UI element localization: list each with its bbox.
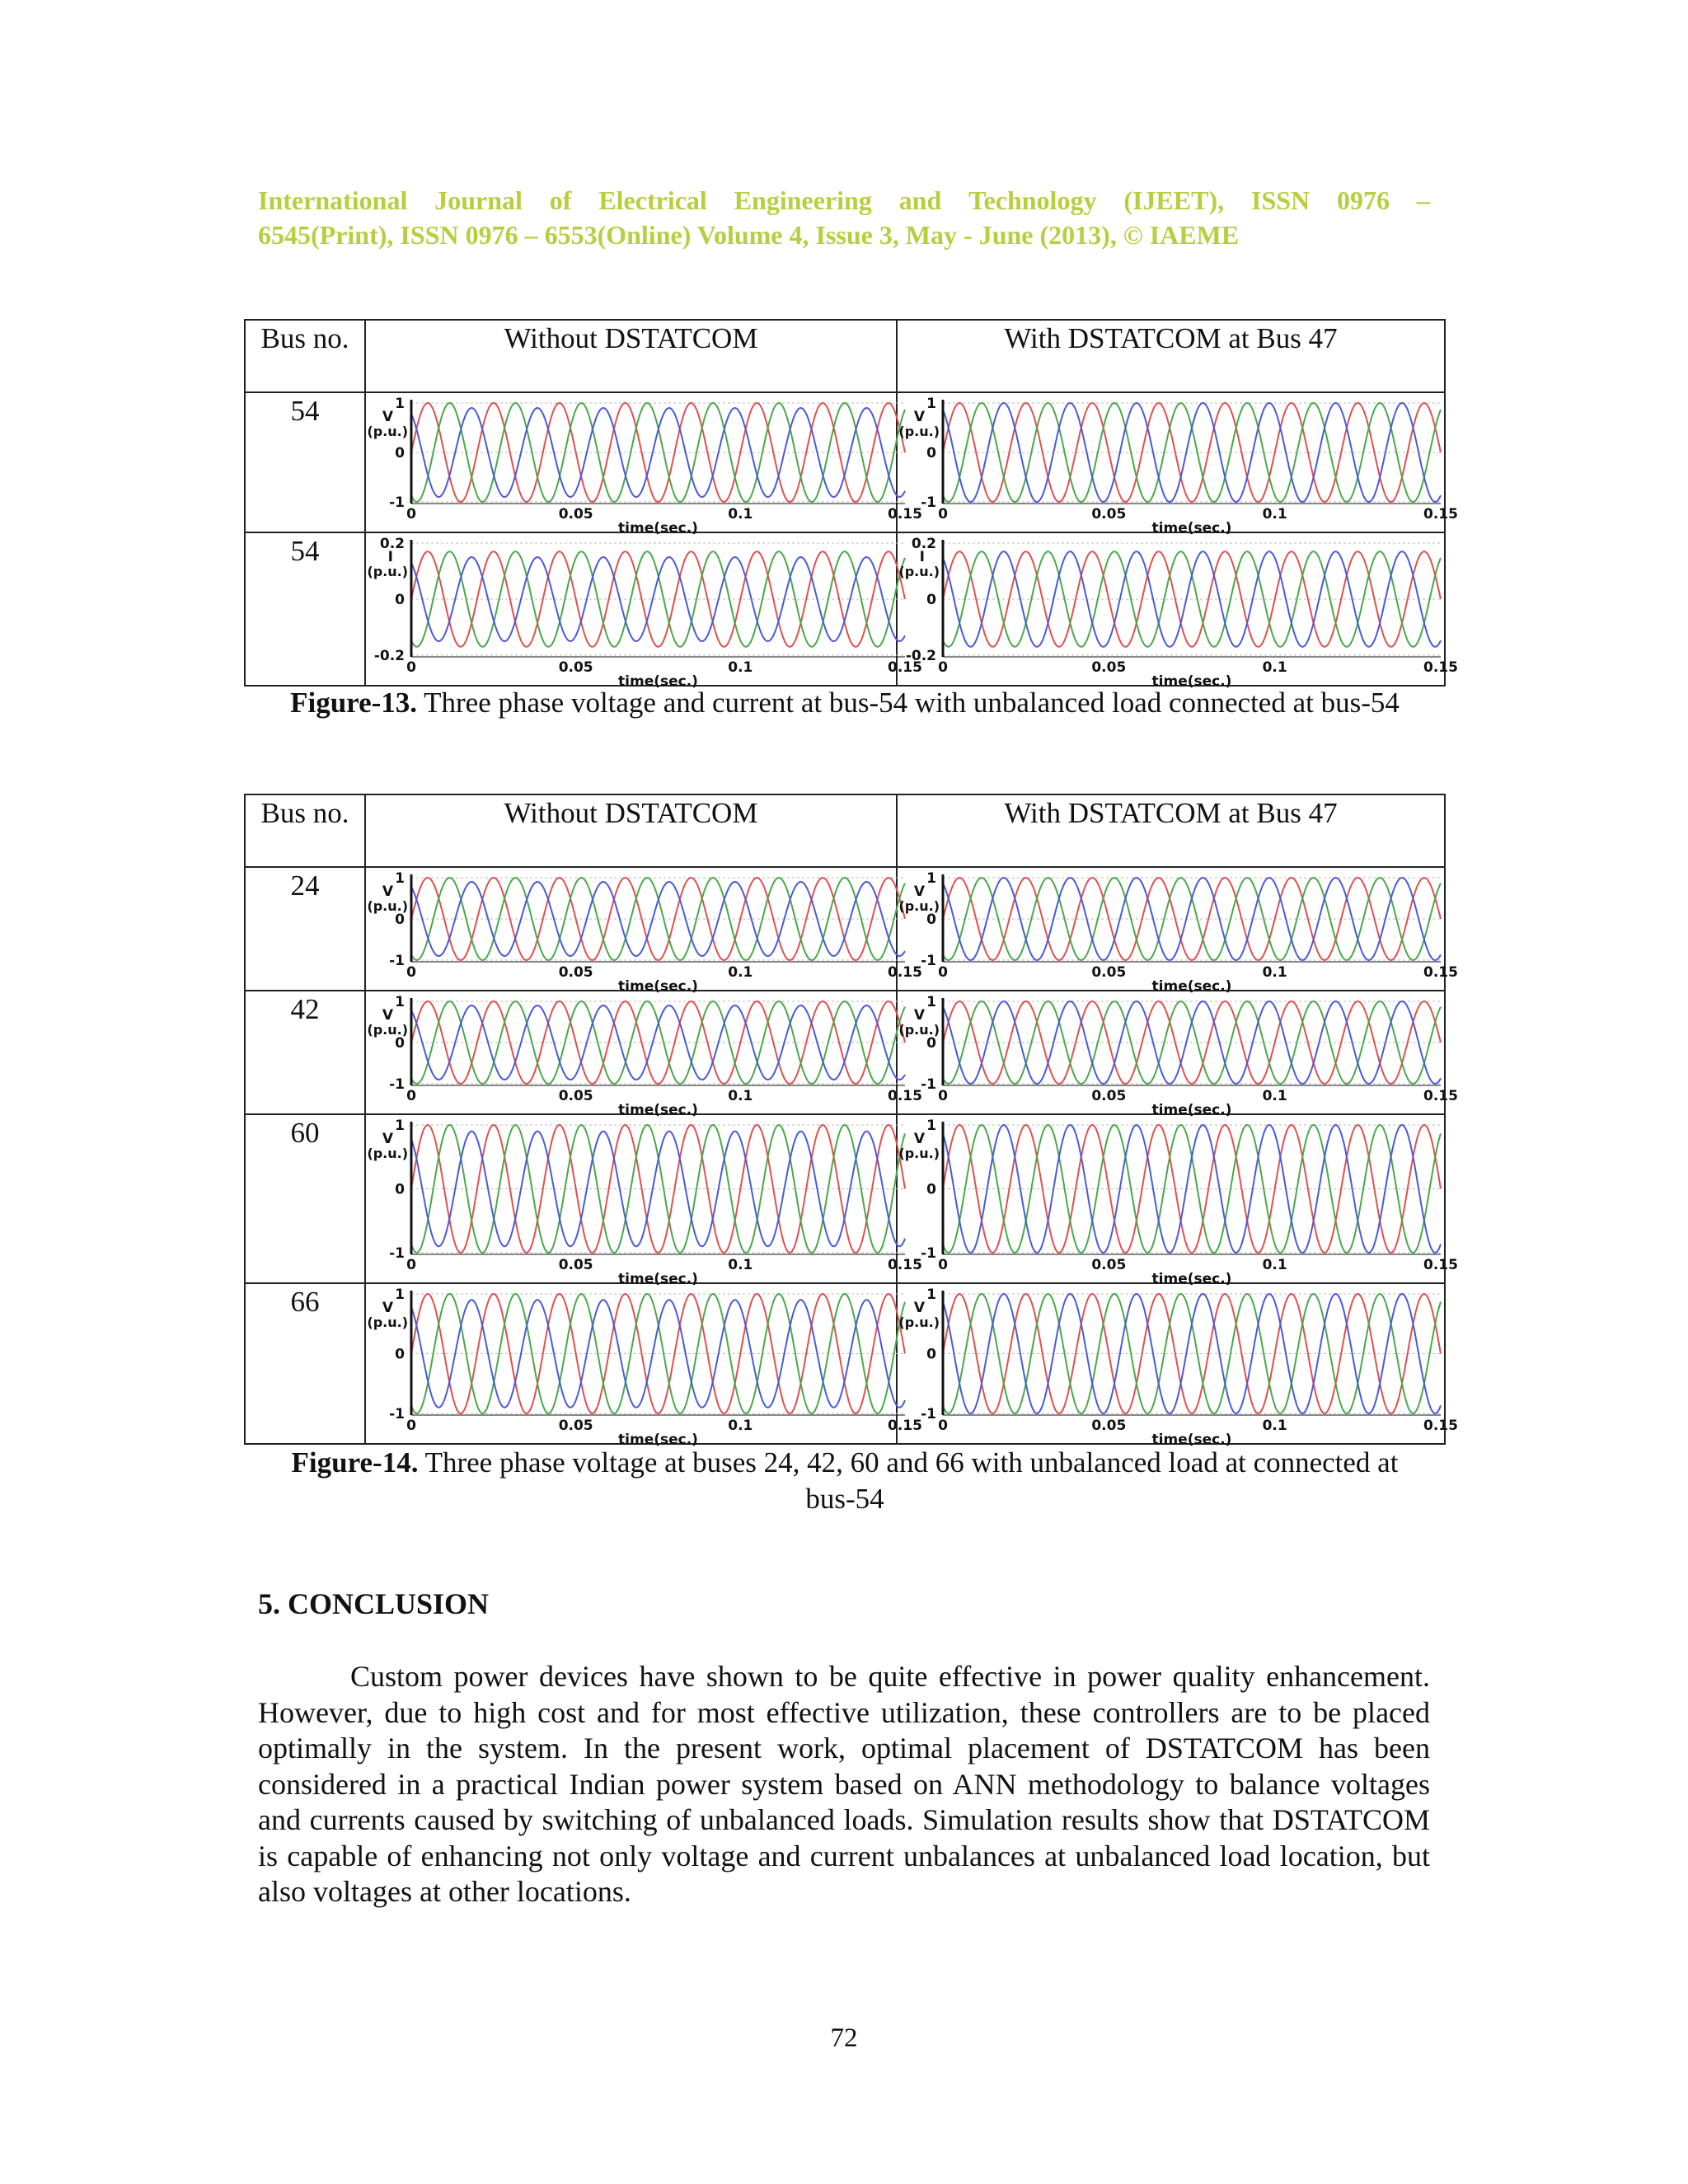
y-axis-quantity-label: V <box>913 1300 925 1316</box>
x-tick-label: 0 <box>938 506 948 523</box>
y-axis-quantity-label: V <box>913 1131 925 1147</box>
x-axis-label: time(sec.) <box>1151 673 1232 690</box>
x-tick-label: 0 <box>406 964 416 981</box>
y-axis-unit-label: (p.u.) <box>367 898 408 914</box>
x-tick-label: 0.1 <box>728 506 753 523</box>
voltage-waveform-plot <box>366 393 922 537</box>
figure13-caption-text: Three phase voltage and current at bus-54 with unbalanced load connected at bus-54 <box>417 687 1400 719</box>
y-tick-label: 1 <box>395 870 405 887</box>
journal-header-line2: 6545(Print), ISSN 0976 – 6553(Online) Volume 4, Issue 3, May - June (2013), © IAEME <box>258 220 1240 250</box>
x-tick-label: 0.05 <box>1091 506 1127 523</box>
y-axis-quantity-label: V <box>913 1007 925 1024</box>
x-axis-label: time(sec.) <box>618 1102 698 1118</box>
x-tick-label: 0.05 <box>1091 659 1127 676</box>
header-word: 0976 <box>1337 185 1390 215</box>
plot-cell-with <box>897 991 1458 1118</box>
table-row <box>245 991 1445 1114</box>
header-word: of <box>549 185 572 215</box>
x-tick-label: 0.05 <box>558 659 593 676</box>
x-tick-label: 0.05 <box>1091 1257 1127 1273</box>
x-tick-label: 0 <box>406 1088 416 1104</box>
y-tick-label: 0 <box>926 912 936 928</box>
x-axis-label: time(sec.) <box>618 1271 698 1287</box>
y-axis-unit-label: (p.u.) <box>898 898 940 914</box>
x-tick-label: 0 <box>938 1418 948 1434</box>
header-word: Technology <box>968 185 1097 215</box>
header-word: Engineering <box>734 185 872 215</box>
table-row <box>245 867 1445 991</box>
plot-cell-without <box>365 392 922 537</box>
x-tick-label: 0.05 <box>558 1257 593 1273</box>
plot-cell-without <box>365 1283 922 1448</box>
voltage-waveform-plot <box>898 868 1458 995</box>
y-tick-label: -1 <box>389 1245 405 1262</box>
y-axis-unit-label: (p.u.) <box>367 1146 408 1161</box>
y-tick-label: 0 <box>395 1035 405 1052</box>
x-tick-label: 0 <box>938 1257 948 1273</box>
x-tick-label: 0.15 <box>1423 506 1458 523</box>
y-tick-label: -0.2 <box>373 648 405 664</box>
figure14-caption-text: Three phase voltage at buses 24, 42, 60 and 66 with unbalanced load at connected at bus-54 <box>418 1446 1399 1515</box>
y-tick-label: -1 <box>389 1406 405 1422</box>
x-tick-label: 0.1 <box>728 1418 753 1434</box>
y-tick-label: 0 <box>926 445 936 462</box>
x-tick-label: 0.15 <box>888 506 922 523</box>
figure14-label: Figure-14. <box>291 1446 419 1479</box>
x-tick-label: 0.1 <box>1262 659 1287 676</box>
plot-cell-with <box>897 1114 1458 1287</box>
current-waveform-plot <box>366 533 922 690</box>
y-tick-label: 0 <box>395 445 405 462</box>
y-axis-quantity-label: V <box>382 1131 393 1147</box>
phase-series-line <box>411 1294 905 1413</box>
plot-cell-with <box>897 392 1458 537</box>
x-tick-label: 0.1 <box>1262 964 1287 981</box>
voltage-waveform-plot <box>898 1284 1458 1448</box>
y-tick-label: 0 <box>926 1035 936 1052</box>
phase-series-line <box>411 551 905 647</box>
bus-number: 54 <box>245 532 365 686</box>
y-tick-label: 0 <box>926 1181 936 1198</box>
x-tick-label: 0.1 <box>728 659 753 676</box>
y-axis-quantity-label: V <box>913 883 925 900</box>
y-axis-quantity-label: V <box>382 1300 393 1316</box>
y-axis-quantity-label: I <box>387 549 393 565</box>
y-tick-label: -1 <box>921 1076 936 1093</box>
x-tick-label: 0.1 <box>728 1088 753 1104</box>
y-tick-label: -1 <box>921 953 936 969</box>
y-tick-label: -1 <box>921 1245 936 1262</box>
voltage-waveform-plot <box>898 991 1458 1118</box>
x-tick-label: 0 <box>406 506 416 523</box>
x-axis-label: time(sec.) <box>618 520 698 537</box>
plot-cell-with <box>897 532 1458 690</box>
x-axis-label: time(sec.) <box>618 1432 698 1448</box>
bus-number: 54 <box>245 392 365 532</box>
x-tick-label: 0.1 <box>728 1257 753 1273</box>
current-waveform-plot <box>898 533 1458 690</box>
y-axis-quantity-label: V <box>382 409 393 425</box>
x-tick-label: 0 <box>938 659 948 676</box>
header-word: and <box>898 185 942 215</box>
table-row <box>245 1283 1445 1444</box>
phase-series-line <box>411 403 905 502</box>
figure14-caption <box>272 1445 1418 1517</box>
x-tick-label: 0.15 <box>888 964 922 981</box>
x-axis-label: time(sec.) <box>1151 978 1232 995</box>
phase-series-line <box>411 878 905 960</box>
x-tick-label: 0.05 <box>558 1088 593 1104</box>
x-axis-label: time(sec.) <box>1151 520 1232 537</box>
y-tick-label: 0 <box>395 1181 405 1198</box>
plot-cell-without <box>365 867 922 995</box>
y-tick-label: 1 <box>395 396 405 412</box>
x-axis-label: time(sec.) <box>1151 1102 1232 1118</box>
y-tick-label: -1 <box>389 1076 405 1093</box>
x-tick-label: 0.05 <box>1091 1418 1127 1434</box>
x-tick-label: 0.1 <box>1262 1418 1287 1434</box>
header-word: International <box>258 185 408 215</box>
bus-number: 60 <box>245 1114 365 1283</box>
y-tick-label: 0 <box>926 1346 936 1363</box>
y-tick-label: 1 <box>926 994 936 1010</box>
phase-series-line <box>411 882 905 956</box>
x-tick-label: 0.15 <box>888 1257 922 1273</box>
figure14-header-row <box>245 794 1445 867</box>
x-axis-label: time(sec.) <box>1151 1271 1232 1287</box>
x-tick-label: 0.15 <box>1423 1257 1458 1273</box>
voltage-waveform-plot <box>366 868 922 995</box>
y-axis-unit-label: (p.u.) <box>367 1315 408 1330</box>
phase-series-line <box>411 1125 905 1253</box>
phase-series-line <box>411 1132 905 1247</box>
y-tick-label: 1 <box>926 1118 936 1134</box>
y-axis-unit-label: (p.u.) <box>898 424 940 439</box>
y-tick-label: 1 <box>926 870 936 887</box>
x-tick-label: 0.15 <box>1423 1418 1458 1434</box>
phase-series-line <box>411 557 905 641</box>
x-tick-label: 0.15 <box>1423 659 1458 676</box>
bus-column-header: Bus no. <box>245 794 365 867</box>
y-tick-label: -0.2 <box>905 648 936 664</box>
figure13-caption <box>272 685 1418 721</box>
phase-series-line <box>411 408 905 497</box>
with-dstatcom-header: With DSTATCOM at Bus 47 <box>897 320 1445 392</box>
figure13-table <box>244 319 1458 690</box>
y-axis-unit-label: (p.u.) <box>898 564 940 579</box>
page-number: 72 <box>830 2023 858 2053</box>
x-axis-label: time(sec.) <box>618 978 698 995</box>
y-axis-unit-label: (p.u.) <box>898 1146 940 1161</box>
plot-cell-without <box>365 991 922 1118</box>
bus-number: 24 <box>245 867 365 991</box>
y-tick-label: 1 <box>926 1286 936 1303</box>
x-tick-label: 0.05 <box>558 964 593 981</box>
bus-number: 42 <box>245 991 365 1114</box>
journal-header-line1 <box>258 183 1430 218</box>
y-tick-label: -1 <box>921 1406 936 1422</box>
x-tick-label: 0.1 <box>728 964 753 981</box>
figure13-label: Figure-13. <box>290 687 418 719</box>
voltage-waveform-plot <box>898 1115 1458 1287</box>
voltage-waveform-plot <box>898 393 1458 537</box>
conclusion-paragraph: Custom power devices have shown to be quite effective in power quality enhancement. However, due to high cost and for most effective utilization, these controllers are to be placed optimally in the system. In the present work, optimal placement of DSTATCOM has been considered in a practical Indian power system based on ANN methodology to balance voltages and currents caused by switching of unbalanced loads. Simulation results show that DSTATCOM is capable of enhancing not only voltage and current unbalances at unbalanced load location, but also voltages at other locations. <box>258 1660 1430 1908</box>
y-axis-unit-label: (p.u.) <box>898 1315 940 1330</box>
x-tick-label: 0.05 <box>1091 1088 1127 1104</box>
voltage-waveform-plot <box>366 991 922 1118</box>
without-dstatcom-header: Without DSTATCOM <box>365 794 897 867</box>
y-axis-unit-label: (p.u.) <box>367 1022 408 1038</box>
y-axis-quantity-label: I <box>919 549 925 565</box>
y-axis-unit-label: (p.u.) <box>367 564 408 579</box>
journal-header <box>258 183 1430 252</box>
x-tick-label: 0.15 <box>888 659 922 676</box>
x-tick-label: 0 <box>938 1088 948 1104</box>
y-tick-label: 0.2 <box>379 536 405 552</box>
x-tick-label: 0.15 <box>888 1418 922 1434</box>
header-word: Journal <box>434 185 523 215</box>
y-tick-label: 0 <box>395 1346 405 1363</box>
y-tick-label: 1 <box>926 396 936 412</box>
phase-series-line <box>411 1001 905 1084</box>
y-tick-label: 0 <box>395 912 405 928</box>
y-tick-label: 1 <box>395 1118 405 1134</box>
table-row <box>245 1114 1445 1283</box>
table-row <box>245 532 1445 686</box>
y-axis-quantity-label: V <box>382 1007 393 1024</box>
x-tick-label: 0 <box>406 659 416 676</box>
x-tick-label: 0.05 <box>1091 964 1127 981</box>
plot-cell-without <box>365 1114 922 1287</box>
x-axis-label: time(sec.) <box>618 673 698 690</box>
x-tick-label: 0.1 <box>1262 1088 1287 1104</box>
x-tick-label: 0 <box>938 964 948 981</box>
y-axis-unit-label: (p.u.) <box>367 424 408 439</box>
y-axis-quantity-label: V <box>913 409 925 425</box>
y-tick-label: -1 <box>389 494 405 511</box>
header-word: Electrical <box>598 185 707 215</box>
x-tick-label: 0.1 <box>1262 1257 1287 1273</box>
header-word: ISSN <box>1250 185 1311 215</box>
with-dstatcom-header: With DSTATCOM at Bus 47 <box>897 794 1445 867</box>
without-dstatcom-header: Without DSTATCOM <box>365 320 897 392</box>
section-heading: 5. CONCLUSION <box>258 1587 490 1620</box>
y-tick-label: -1 <box>389 953 405 969</box>
bus-number: 66 <box>245 1283 365 1444</box>
figure13-header-row <box>245 320 1445 392</box>
y-axis-unit-label: (p.u.) <box>898 1022 940 1038</box>
x-tick-label: 0 <box>406 1418 416 1434</box>
x-tick-label: 0 <box>406 1257 416 1273</box>
x-tick-label: 0.15 <box>1423 964 1458 981</box>
bus-column-header: Bus no. <box>245 320 365 392</box>
plot-cell-with <box>897 867 1458 995</box>
table-row <box>245 392 1445 532</box>
y-tick-label: -1 <box>921 494 936 511</box>
y-axis-quantity-label: V <box>382 883 393 900</box>
figure14-table <box>244 794 1458 1448</box>
x-tick-label: 0.15 <box>888 1088 922 1104</box>
y-tick-label: 0 <box>395 592 405 608</box>
header-word: (IJEET), <box>1123 185 1225 215</box>
x-tick-label: 0.15 <box>1423 1088 1458 1104</box>
x-tick-label: 0.05 <box>558 506 593 523</box>
plot-cell-with <box>897 1283 1458 1448</box>
x-tick-label: 0.1 <box>1262 506 1287 523</box>
y-tick-label: 1 <box>395 994 405 1010</box>
phase-series-line <box>411 1005 905 1080</box>
plot-cell-without <box>365 532 922 690</box>
y-tick-label: 1 <box>395 1286 405 1303</box>
header-word: – <box>1416 185 1430 215</box>
y-tick-label: 0 <box>926 592 936 608</box>
voltage-waveform-plot <box>366 1284 922 1448</box>
x-tick-label: 0.05 <box>558 1418 593 1434</box>
voltage-waveform-plot <box>366 1115 922 1287</box>
x-axis-label: time(sec.) <box>1151 1432 1232 1448</box>
y-tick-label: 0.2 <box>911 536 936 552</box>
phase-series-line <box>411 1300 905 1408</box>
